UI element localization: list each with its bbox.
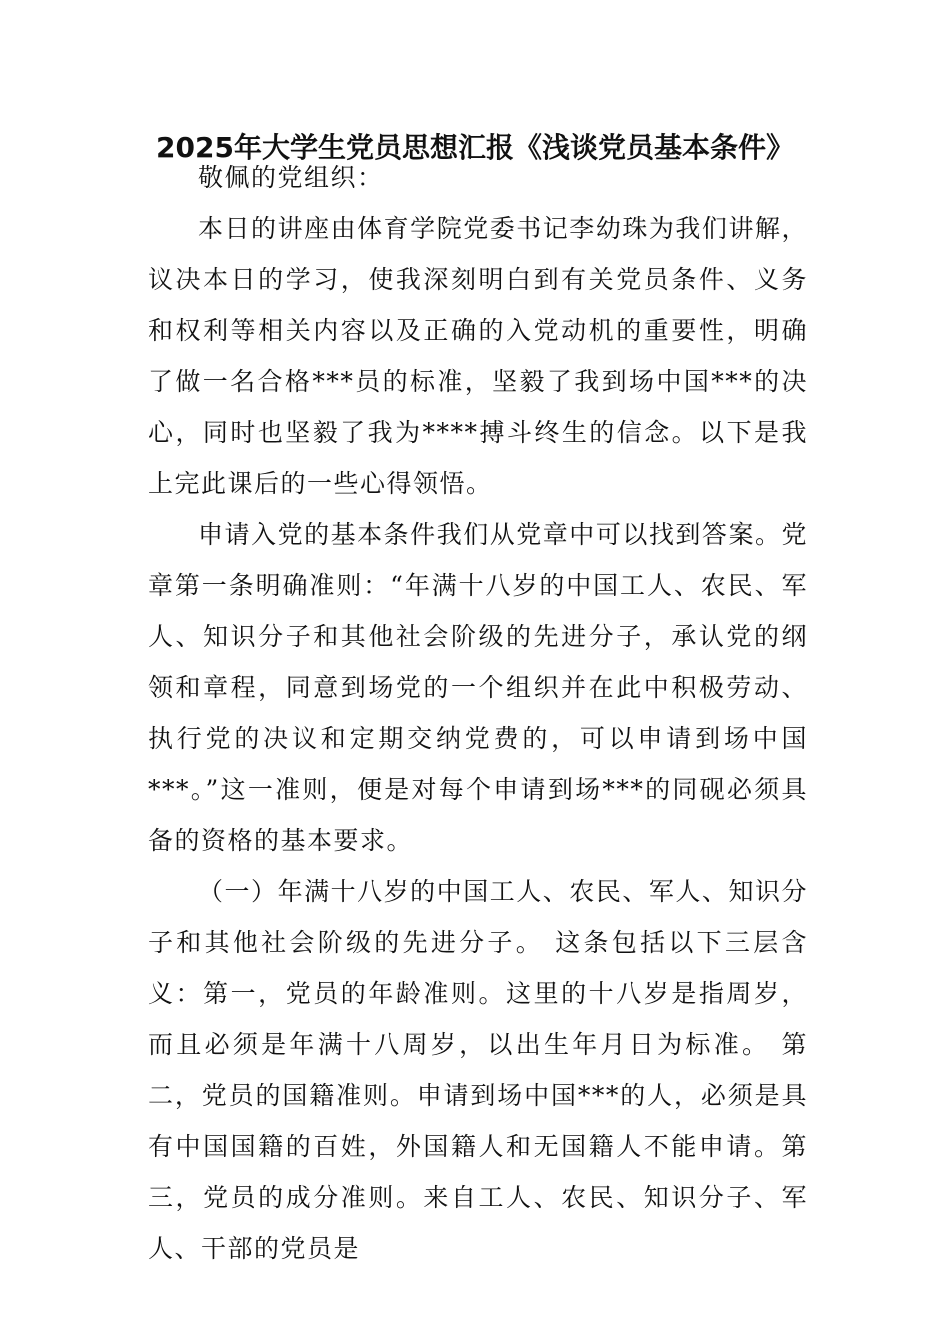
paragraph-intro: 本日的讲座由体育学院党委书记李幼珠为我们讲解，议决本日的学习，使我深刻明白到有关党员条件、义务和权利等相关内容以及正确的入党动机的重要性，明确了做一名合格***员的标准，坚毅了我到场中国***的决心，同时也坚毅了我为****搏斗终生的信念。以下是我上完此课后的一些心得领悟。 <box>148 214 808 498</box>
paragraph-condition-one: （一）年满十八岁的中国工人、农民、军人、知识分子和其他社会阶级的先进分子。 这条包括以下三层含义：第一，党员的年龄准则。这里的十八岁是指周岁，而且必须是年满十八周岁，以出生年月日为标准。 第二，党员的国籍准则。申请到场中国***的人，必须是具有中国国籍的百姓，外国籍人和无国籍人不能申请。第三，党员的成分准则。来自工人、农民、知识分子、军人、干部的党员是 <box>148 877 808 1263</box>
document-body <box>148 152 808 1274</box>
document-title: 2025年大学生党员思想汇报《浅谈党员基本条件》 <box>156 131 794 164</box>
salutation: 敬佩的党组织： <box>198 163 384 192</box>
paragraph-basic-conditions: 申请入党的基本条件我们从党章中可以找到答案。党章第一条明确准则：“年满十八岁的中国工人、农民、军人、知识分子和其他社会阶级的先进分子，承认党的纲领和章程，同意到场党的一个组织并在此中积极劳动、执行党的决议和定期交纳党费的，可以申请到场中国***。”这一准则，便是对每个申请到场***的同砚必须具备的资格的基本要求。 <box>148 520 808 855</box>
